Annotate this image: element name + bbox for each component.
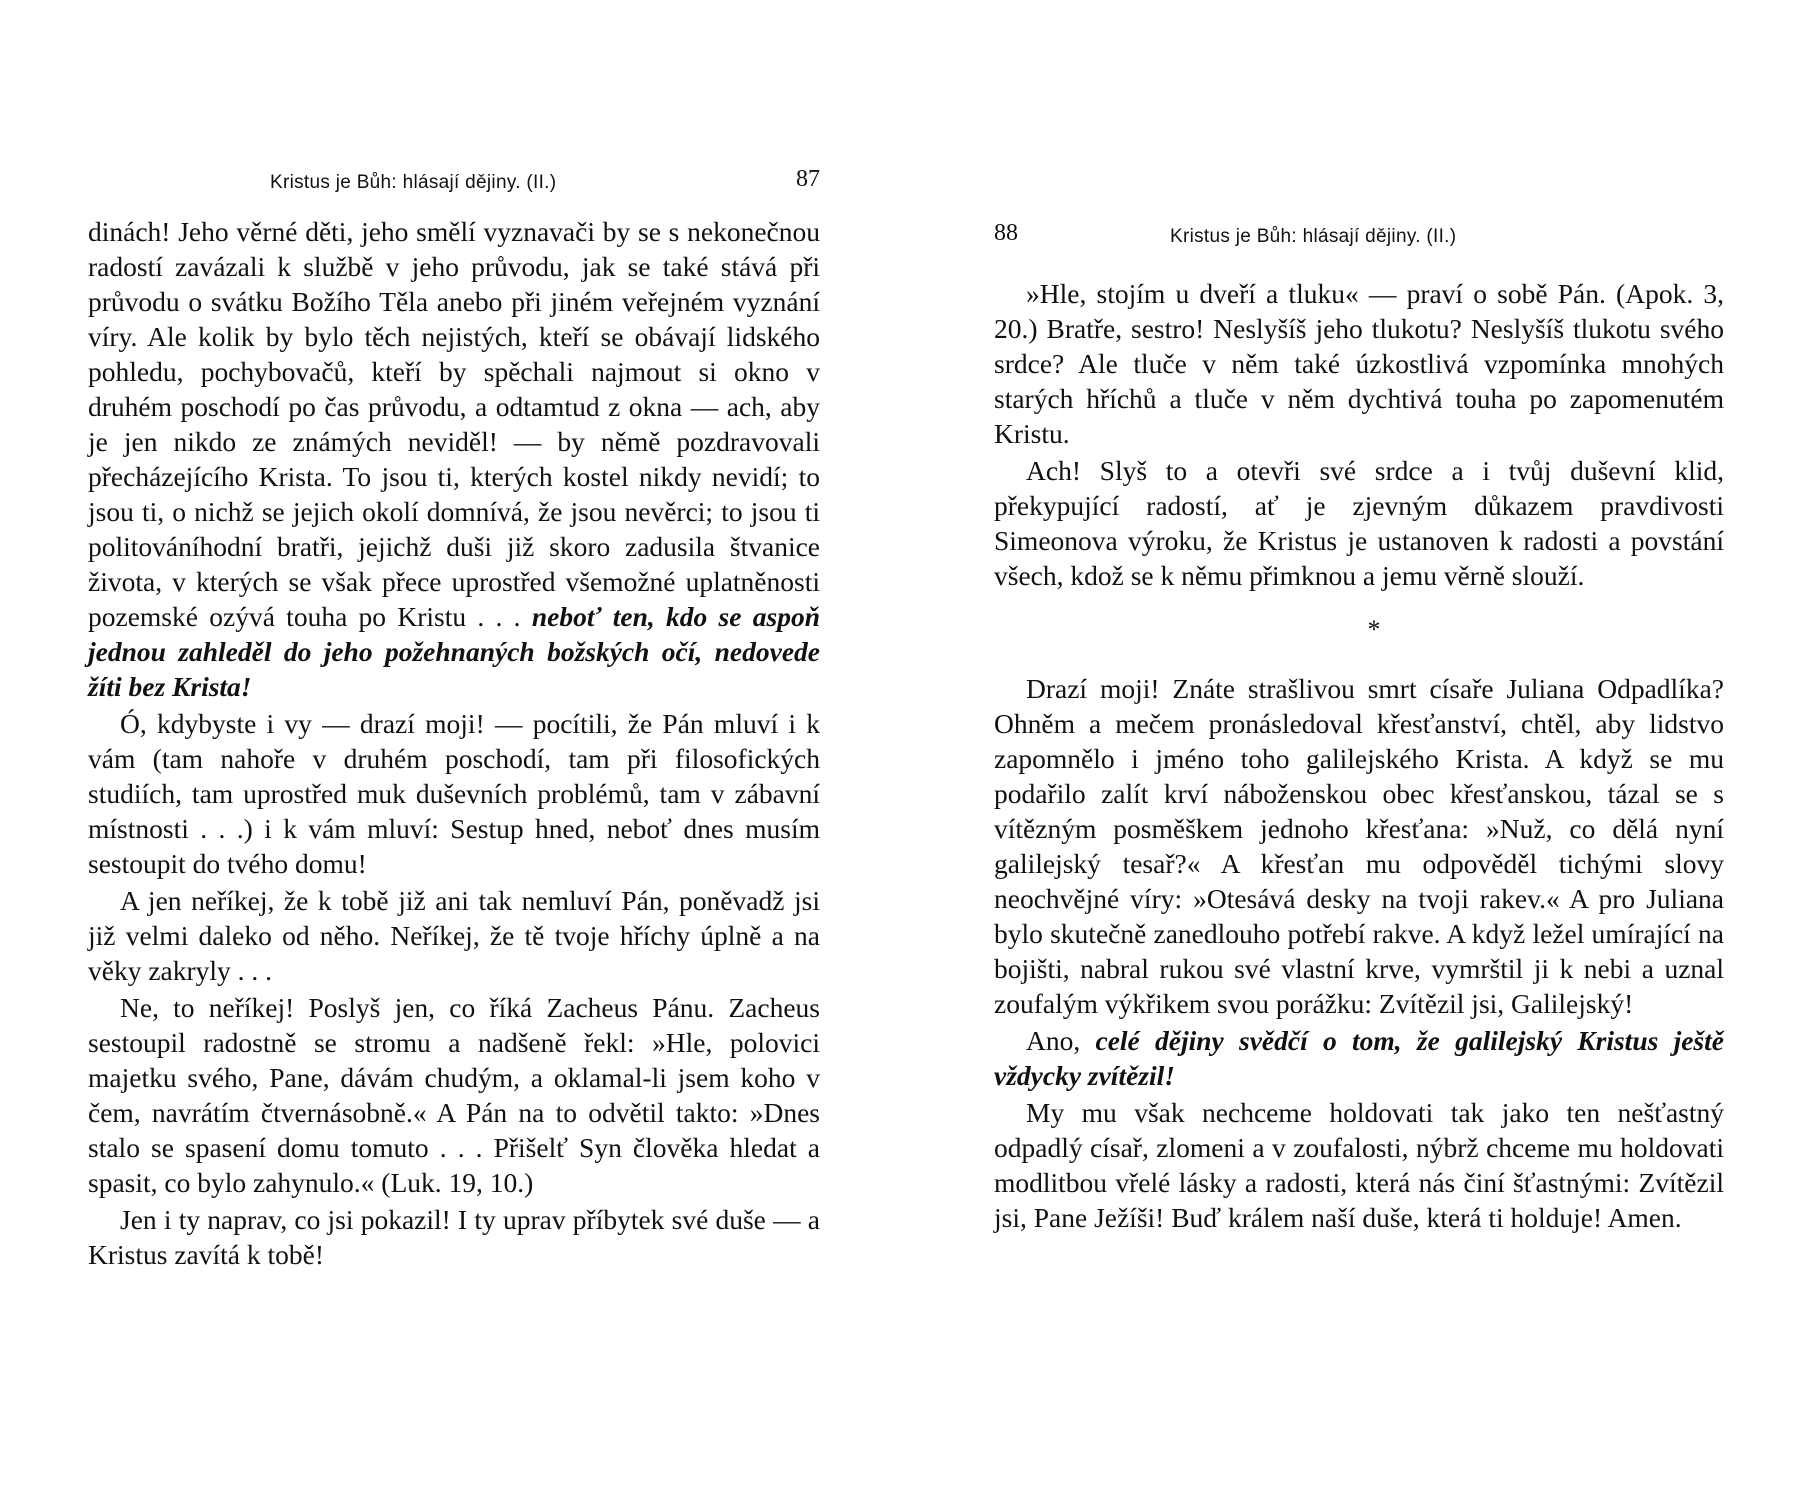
- paragraph: A jen neříkej, že k tobě již ani tak nemluví Pán, poněvadž jsi již velmi daleko od něho. Neříkej, že tě tvoje hříchy úplně a na věky zakryly . . .: [88, 885, 820, 986]
- running-title: Kristus je Bůh: hlásají dějiny. (II.): [270, 172, 557, 193]
- right-page: [994, 220, 1724, 1237]
- left-page: [88, 166, 820, 1274]
- section-separator: *: [1367, 615, 1381, 644]
- left-page-text: [88, 214, 820, 1272]
- running-title: Kristus je Bůh: hlásají dějiny. (II.): [1170, 226, 1457, 247]
- paragraph: [994, 1023, 1724, 1093]
- right-running-head: [994, 220, 1724, 254]
- paragraph: Jen i ty naprav, co jsi pokazil! I ty uprav příbytek své duše — a Kristus zavítá k tobě!: [88, 1204, 820, 1270]
- paragraph: »Hle, stojím u dveří a tluku« — praví o sobě Pán. (Apok. 3, 20.) Bratře, sestro! Neslyšíš jeho tlukotu? Neslyšíš tlukotu svého srdce? Ale tluče v něm také úzkostlivá vzpomínka mnohých starých hříchů a tluče v něm dychtivá touha po zapomenutém Kristu.: [994, 278, 1724, 449]
- page-number: 87: [796, 166, 820, 192]
- paragraph-text: Ano,: [1026, 1025, 1096, 1056]
- paragraph: Drazí moji! Znáte strašlivou smrt císaře Juliana Odpadlíka? Ohněm a mečem pronásledoval křesťanství, chtěl, aby lidstvo zapomnělo i jméno toho galilejského Krista. A když se mu podařilo zalít krví náboženskou obec křesťanskou, tázal se s vítězným posměškem jednoho křesťana: »Nuž, co dělá nyní galilejský tesař?« A křesťan mu odpověděl tichými slovy neochvějné víry: »Otesává desky na tvoji rakev.« A pro Juliana bylo skutečně zanedlouho potřebí rakve. A když ležel umírající na bojišti, nabral rukou své vlastní krve, vymrštil ji k nebi a uznal zoufalým výkřikem svou porážku: Zvítězil jsi, Galilejský!: [994, 673, 1724, 1019]
- paragraph: [88, 214, 820, 704]
- paragraph: Ach! Slyš to a otevři své srdce a i tvůj duševní klid, překypující radostí, ať je zjevným důkazem pravdivosti Simeonova výroku, že Kristus je ustanoven k radosti a povstání všech, kdož se k němu přimknou a jemu věrně slouží.: [994, 455, 1724, 591]
- paragraph-text: dinách! Jeho věrné děti, jeho smělí vyznavači by se s nekonečnou radostí zavázali k službě v jeho průvodu, jak se také stává při průvodu o svátku Božího Těla anebo při jiném veřejném vyznání víry. Ale kolik by bylo těch nejistých, kteří se obávají lidského pohledu, pochybovačů, kteří by spěchali najmout si okno v druhém poschodí po čas průvodu, a odtamtud z okna — ach, aby je jen nikdo ze známých neviděl! — by němě pozdravovali přecházejícího Krista. To jsou ti, kterých kostel nikdy nevidí; to jsou ti, o nichž se jejich okolí domnívá, že jsou nevěrci; to jsou ti politováníhodní bratři, jejichž duši již skoro zadusila štvanice života, v kterých se však přece uprostřed všemožné uplatněnosti pozemské ozývá touha po Kristu . . .: [88, 216, 820, 632]
- paragraph: My mu však nechceme holdovati tak jako ten nešťastný odpadlý císař, zlomeni a v zoufalosti, nýbrž chceme mu holdovati modlitbou vřelé lásky a radosti, která nás činí šťastnými: Zvítězil jsi, Pane Ježíši! Buď králem naší duše, která ti holduje! Amen.: [994, 1097, 1724, 1233]
- right-page-text: [994, 276, 1724, 1235]
- paragraph: Ó, kdybyste i vy — drazí moji! — pocítili, že Pán mluví i k vám (tam nahoře v druhém poschodí, tam při filosofických studiích, tam uprostřed muk duševních problémů, tam v zábavní místnosti . . .) i k vám mluví: Sestup hned, neboť dnes musím sestoupit do tvého domu!: [88, 708, 820, 879]
- italic-emphasis: neboť ten, kdo se aspoň jednou zahleděl do jeho požehnaných božských očí, nedovede žíti bez Krista!: [88, 601, 820, 702]
- left-running-head: [88, 166, 820, 200]
- page-number: 88: [994, 220, 1018, 246]
- paragraph: Ne, to neříkej! Poslyš jen, co říká Zacheus Pánu. Zacheus sestoupil radostně se stromu a nadšeně řekl: »Hle, polovici majetku svého, Pane, dávám chudým, a oklamal-li jsem koho v čem, navrátím čtvernásobně.« A Pán na to odvětil takto: »Dnes stalo se spasení domu tomuto . . . Přišelť Syn člověka hledat a spasit, co bylo zahynulo.« (Luk. 19, 10.): [88, 992, 820, 1198]
- italic-emphasis: celé dějiny svědčí o tom, že galilejský Kristus ještě vždycky zvítězil!: [994, 1025, 1724, 1091]
